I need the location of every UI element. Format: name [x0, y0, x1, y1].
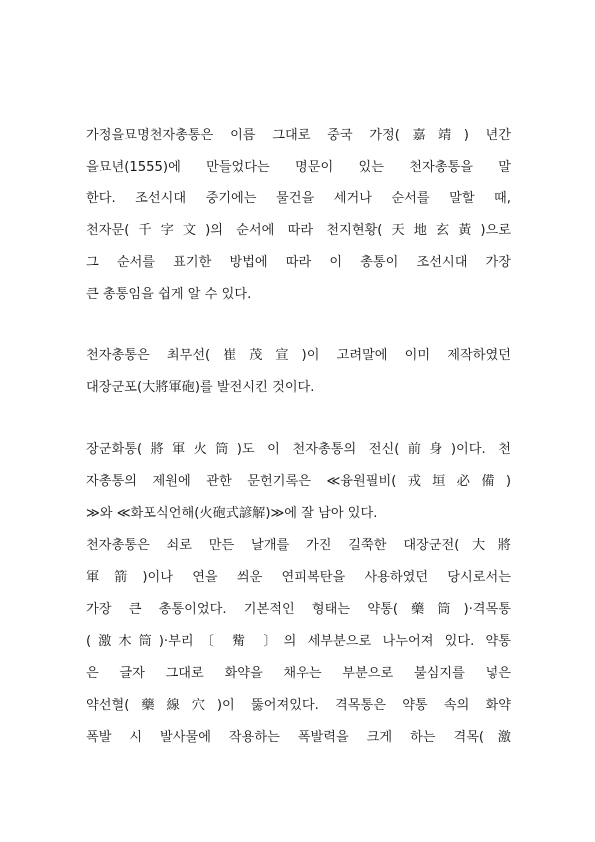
text-line: 천자총통은 최무선(崔茂宣)이 고려말에 이미 제작하였던: [86, 348, 511, 363]
text-line: 을묘년(1555)에 만들었다는 명문이 있는 천자총통을 말: [86, 160, 511, 175]
text-line: ≫와 ≪화포식언해(火砲式諺解)≫에 잘 남아 있다.: [86, 506, 378, 521]
text-line: 약선혈(藥線穴)이 뚫어져있다. 격목통은 약통 속의 화약: [86, 698, 511, 713]
text-line: 한다. 조선시대 중기에는 물건을 세거나 순서를 말할 때,: [86, 191, 511, 206]
text-line: 軍箭)이나 연을 씌운 연피복탄을 사용하였던 당시로서는: [86, 570, 511, 585]
text-line: 그 순서를 표기한 방법에 따라 이 총통이 조선시대 가장: [86, 255, 511, 270]
text-line: 장군화통(將軍火筒)도 이 천자총통의 전신(前身)이다. 천: [86, 442, 511, 457]
text-line: 은 글자 그대로 화약을 채우는 부분으로 불심지를 넣은: [86, 666, 511, 681]
text-line: 폭발 시 발사물에 작용하는 폭발력을 크게 하는 격목(激: [86, 730, 511, 745]
text-line: 큰 총통임을 쉽게 알 수 있다.: [86, 287, 252, 302]
text-line: (激木筒)·부리〔 觜 〕의 세부분으로 나누어져 있다. 약통: [86, 634, 511, 649]
text-line: 천자총통은 쇠로 만든 날개를 가진 길쭉한 대장군전(大將: [86, 538, 511, 553]
text-line: 대장군포(大將軍砲)를 발전시킨 것이다.: [86, 380, 315, 395]
text-line: 천자문(千字文)의 순서에 따라 천지현황(天地玄黃)으로: [86, 223, 511, 238]
text-line: 가장 큰 총통이었다. 기본적인 형태는 약통(藥筒)·격목통: [86, 602, 511, 617]
text-line: 자총통의 제원에 관한 문헌기록은 ≪융원필비(戎垣必備): [86, 474, 511, 489]
text-line: 가정을묘명천자총통은 이름 그대로 중국 가정(嘉靖) 년간: [86, 128, 511, 143]
